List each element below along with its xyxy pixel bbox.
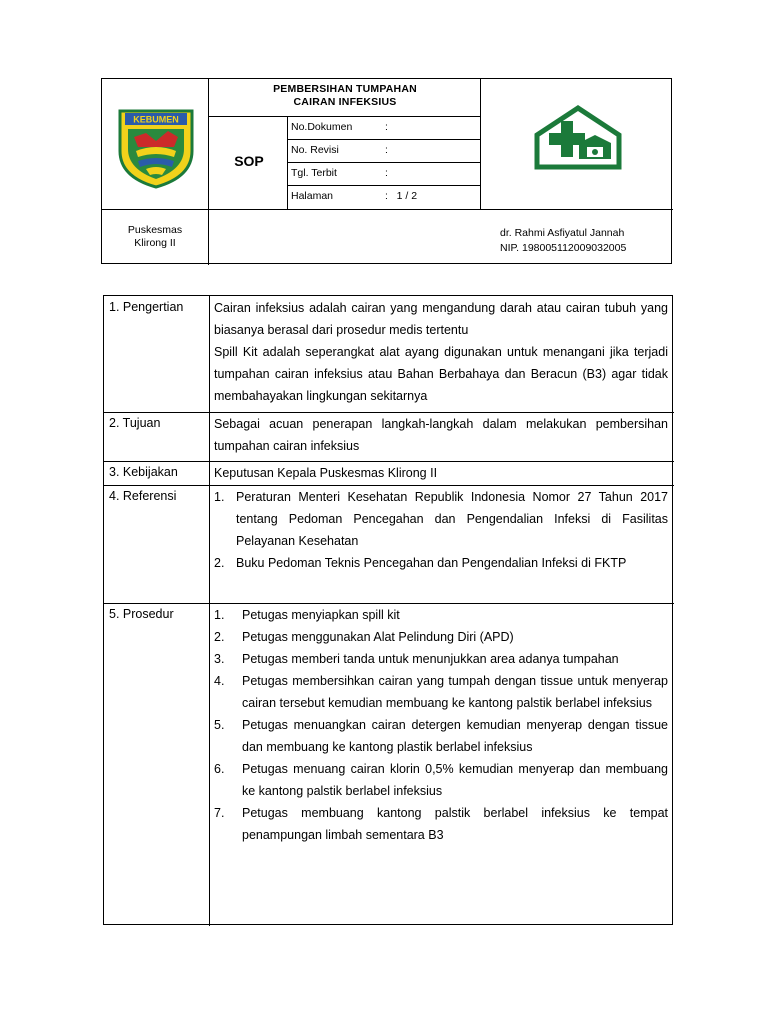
meta-value-halaman: : 1 / 2 [385, 190, 418, 202]
divider [480, 79, 481, 209]
head-name: dr. Rahmi Asfiyatul Jannah [500, 227, 625, 239]
list-item [214, 486, 668, 552]
list-text: Petugas menyiapkan spill kit [242, 608, 400, 622]
list-text: Peraturan Menteri Kesehatan Republik Indonesia Nomor 27 Tahun 2017 tentang Pedoman Pencegahan dan Pengendalian Infeksi di Fasilitas Pelayanan Kesehatan [236, 490, 668, 548]
list-item [214, 626, 668, 648]
list-text: Petugas menuang cairan klorin 0,5% kemudian menyerap dan membuang ke kantong palstik berlabel infeksius [242, 762, 668, 798]
section-content-pengertian [214, 297, 668, 407]
list-number: 1. [214, 608, 225, 622]
list-text: Buku Pedoman Teknis Pencegahan dan Pengendalian Infeksi di FKTP [236, 556, 627, 570]
list-number: 3. [214, 652, 225, 666]
list-item [214, 670, 668, 714]
list-number: 1. [214, 490, 225, 504]
org-line-2: Klirong II [134, 237, 176, 249]
list-text: Petugas membersihkan cairan yang tumpah dengan tissue untuk menyerap cairan tersebut kemudian membuang ke kantong palstik berlabel infeksius [242, 674, 668, 710]
section-label-pengertian: 1. Pengertian [109, 300, 184, 314]
sop-content-table [103, 295, 673, 925]
puskesmas-logo [533, 105, 623, 170]
list-item [214, 552, 668, 574]
list-item [214, 714, 668, 758]
section-content-referensi [214, 486, 668, 574]
divider [209, 296, 210, 926]
list-text: Petugas menuangkan cairan detergen kemudian menyerap dengan tissue dan membuang ke kantong plastik berlabel infeksius [242, 718, 668, 754]
section-label-tujuan: 2. Tujuan [109, 416, 161, 430]
sop-header-table [101, 78, 672, 264]
section-content-tujuan [214, 413, 668, 457]
title-line-2: CAIRAN INFEKSIUS [293, 96, 397, 108]
divider [208, 116, 481, 117]
org-line-1: Puskesmas [127, 224, 183, 236]
list-text: Petugas menggunakan Alat Pelindung Diri (APD) [242, 630, 514, 644]
meta-label-tgl-terbit: Tgl. Terbit [291, 167, 337, 179]
crest-text: KEBUMEN [133, 114, 179, 125]
list-item [214, 648, 668, 670]
list-item [214, 802, 668, 846]
section-content-prosedur [214, 604, 668, 846]
divider [287, 162, 481, 163]
meta-label-halaman: Halaman [291, 190, 334, 202]
title-line-1: PEMBERSIHAN TUMPAHAN [273, 83, 417, 95]
list-number: 2. [214, 556, 225, 570]
list-number: 6. [214, 762, 225, 776]
organization-name [102, 224, 208, 250]
section-label-kebijakan: 3. Kebijakan [109, 465, 178, 479]
paragraph: Sebagai acuan penerapan langkah-langkah dalam melakukan pembersihan tumpahan cairan infeksius [214, 417, 668, 453]
list-number: 4. [214, 674, 225, 688]
list-number: 5. [214, 718, 225, 732]
meta-value-tgl-terbit: : [385, 167, 388, 179]
divider [287, 185, 481, 186]
document-title [210, 83, 480, 109]
meta-label-no-dokumen: No.Dokumen [291, 121, 353, 133]
list-item [214, 604, 668, 626]
paragraph: Spill Kit adalah seperangkat alat ayang digunakan untuk menangani jika terjadi tumpahan cairan infeksius atau Bahan Berbahaya dan Beracun (B3) agar tidak membahayakan lingkungan sekitarnya [214, 345, 668, 403]
divider [208, 79, 209, 265]
kebumen-crest-logo [116, 107, 196, 189]
head-signatory [500, 226, 626, 256]
divider [287, 139, 481, 140]
meta-value-no-revisi: : [385, 144, 388, 156]
meta-label-no-revisi: No. Revisi [291, 144, 339, 156]
section-label-referensi: 4. Referensi [109, 489, 177, 503]
list-number: 2. [214, 630, 225, 644]
meta-value-no-dokumen: : [385, 121, 388, 133]
sop-label: SOP [234, 153, 264, 169]
list-number: 7. [214, 806, 225, 820]
paragraph: Cairan infeksius adalah cairan yang mengandung darah atau cairan tubuh yang biasanya berasal dari prosedur medis tertentu [214, 301, 668, 337]
section-label-prosedur: 5. Prosedur [109, 607, 174, 621]
divider [102, 209, 673, 210]
list-item [214, 758, 668, 802]
list-text: Petugas membuang kantong palstik berlabel infeksius ke tempat penampungan limbah sementara B3 [242, 806, 668, 842]
head-nip: NIP. 198005112009032005 [500, 242, 627, 254]
paragraph: Keputusan Kepala Puskesmas Klirong II [214, 466, 438, 480]
section-content-kebijakan [214, 462, 668, 484]
list-text: Petugas memberi tanda untuk menunjukkan area adanya tumpahan [242, 652, 619, 666]
